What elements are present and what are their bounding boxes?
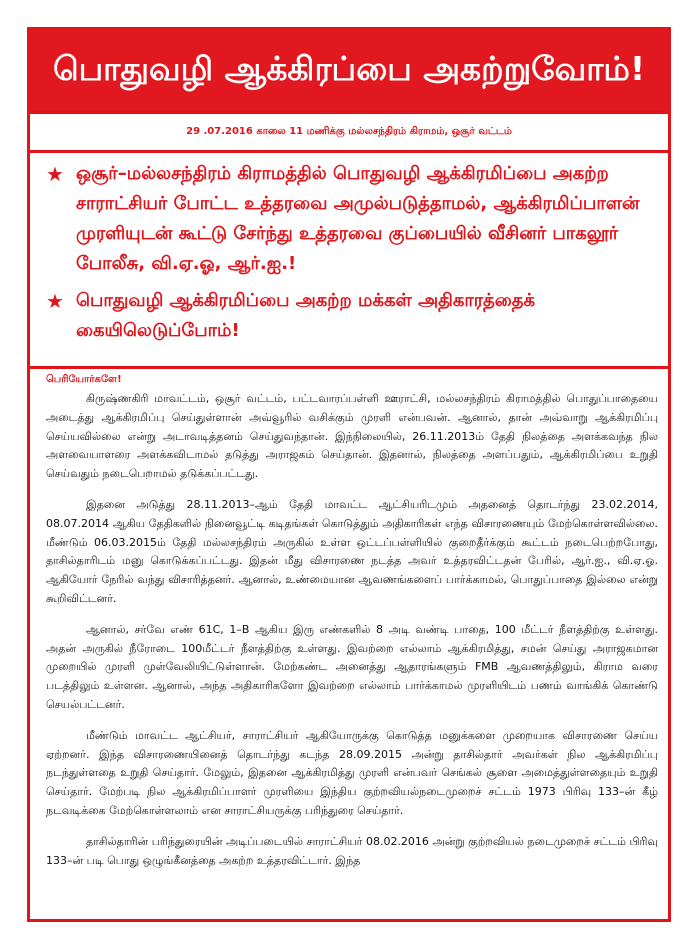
slogan-text: பொதுவழி ஆக்கிரமிப்பை அகற்ற மக்கள் அதிகாரத்தைக் கையிலெடுப்போம்! (76, 290, 536, 341)
page-title: பொதுவழி ஆக்கிரப்பை அகற்றுவோம்! (52, 48, 646, 88)
letter-body (46, 374, 658, 882)
divider (30, 150, 668, 153)
star-icon: ★ (46, 162, 64, 186)
divider (30, 366, 668, 369)
paragraph: ஆனால், சர்வே எண் 61C, 1–B ஆகிய இரு எண்களில் 8 அடி வண்டி பாதை, 100 மீட்டர் நீளத்திற்கு உள்ளது. அதன் அருகில் நீரோடை 100மீட்டர் நீளத்திற்கு உள்ளது. இவற்றை எல்லாம் ஆக்கிரமித்து, சமன் செய்து அராஜகமான முறையில் முரளி முள்வேலியிட்டுள்ளான். மேற்கண்ட அனைத்து ஆதாரங்களும் FMB ஆவணத்திலும், கிராம வரை படத்திலும் உள்ளன. ஆனால், அந்த அதிகாரிகளோ இவற்றை எல்லாம் பார்க்காமல் முரளியிடம் பணம் வாங்கிக் கொண்டு செயல்பட்டனர். (46, 622, 658, 711)
slogan-item (46, 159, 658, 279)
event-date-location: 29 .07.2016 காலை 11 மணிக்கு மல்லசந்திரம் கிராமம், ஒசூர் வட்டம் (186, 126, 512, 137)
headline-banner (30, 30, 668, 111)
notice-frame (27, 27, 671, 922)
paragraph: தாசில்தாரின் பரிந்துரையின் அடிப்படையில் சாராட்சியர் 08.02.2016 அன்று குற்றவியல் நடைமுறைச் சட்டம் பிரிவு 133–ன் படி பொது ஒழுங்கீனத்தை அகற்ற உத்தரவிட்டார். இந்த (46, 834, 658, 867)
slogan-list (46, 159, 658, 346)
divider (30, 111, 668, 114)
slogan-text: ஒசூர்–மல்லசந்திரம் கிராமத்தில் பொதுவழி ஆக்கிரமிப்பை அகற்ற சாராட்சியர் போட்ட உத்தரவை அமுல்படுத்தாமல், ஆக்கிரமிப்பாளன் முரளியுடன் கூட்டு சேர்ந்து உத்தரவை குப்பையில் வீசினர் பாகலூர் போலீசு, வி.ஏ.ஓ, ஆர்.ஐ.! (76, 163, 640, 274)
salutation: பெரியோர்களே! (46, 374, 122, 385)
paragraph: கிருஷ்ணகிரி மாவட்டம், ஒசூர் வட்டம், பட்டவாரப்பள்ளி ஊராட்சி, மல்லசந்திரம் கிராமத்தில் பொதுப்பாதையை அடைத்து ஆக்கிரமிப்பு செய்துள்ளான் அவ்வூரில் வசிக்கும் முரளி என்பவன். ஆனால், தான் அவ்வாறு ஆக்கிரமிப்பு செய்யவில்லை என்று அடாவடித்தனம் செய்துவந்தான். இந்நிலையில், 26.11.2013ம் தேதி நிலத்தை அளக்கவந்த நில அளவையாளரை அளக்கவிடாமல் தடுத்து அராஜகம் செய்தான். இதனால், நிலத்தை அளப்பதும், ஆக்கிரமிப்பை உறுதி செய்வதும் நடைபெறாமல் தடுக்கப்பட்டது. (46, 392, 658, 481)
paragraph: இதனை அடுத்து 28.11.2013–ஆம் தேதி மாவட்ட ஆட்சியரிடமும் அதனைத் தொடர்ந்து 23.02.2014, 08.07.2014 ஆகிய தேதிகளில் நினைவூட்டி கடிதங்கள் கொடுத்தும் அதிகாரிகள் எந்த விசாரணையும் மேற்கொள்ளவில்லை. மீண்டும் 06.03.2015ம் தேதி மல்லசந்திரம் அருகில் உள்ள ஒட்டப்பள்ளியில் குறைதீர்க்கும் கூட்டம் நடைபெற்றபோது, தாசில்தாரிடம் மனு கொடுக்கப்பட்டது. இதன் மீது விசாரணை நடத்த அவர் உத்தரவிட்டதன் பேரில், ஆர்.ஐ., வி.ஏ.ஓ. ஆகியோர் நேரில் வந்து விசாரித்தனர். ஆனால், உண்மையான ஆவணங்களைப் பார்க்காமல், பொதுப்பாதை இல்லை என்று கூறிவிட்டனர். (46, 497, 658, 605)
paragraph: மீண்டும் மாவட்ட ஆட்சியர், சாராட்சியர் ஆகியோருக்கு கொடுத்த மனுக்களை முறையாக விசாரணை செய்ய ஏற்றனர். இந்த விசாரணையினைத் தொடர்ந்து கடந்த 28.09.2015 அன்று தாசில்தார் அவர்கள் நில ஆக்கிரமிப்பு நடந்துள்ளதை உறுதி செய்தார். மேலும், இதனை ஆக்கிரமித்து முரளி என்பவர் செங்கல் சூளை அமைத்துள்ளதையும் உறுதி செய்தார். மேற்படி நில ஆக்கிரமிப்பாளர் முரளியை இந்திய குற்றவியல்நடைமுறைச் சட்டம் 1973 பிரிவு 133–ன் கீழ் நடவடிக்கை மேற்கொள்ளலாம் என சாராட்சியருக்கு பரிந்துரை செய்தார். (46, 728, 659, 817)
star-icon: ★ (46, 289, 64, 313)
slogan-item (46, 286, 658, 346)
